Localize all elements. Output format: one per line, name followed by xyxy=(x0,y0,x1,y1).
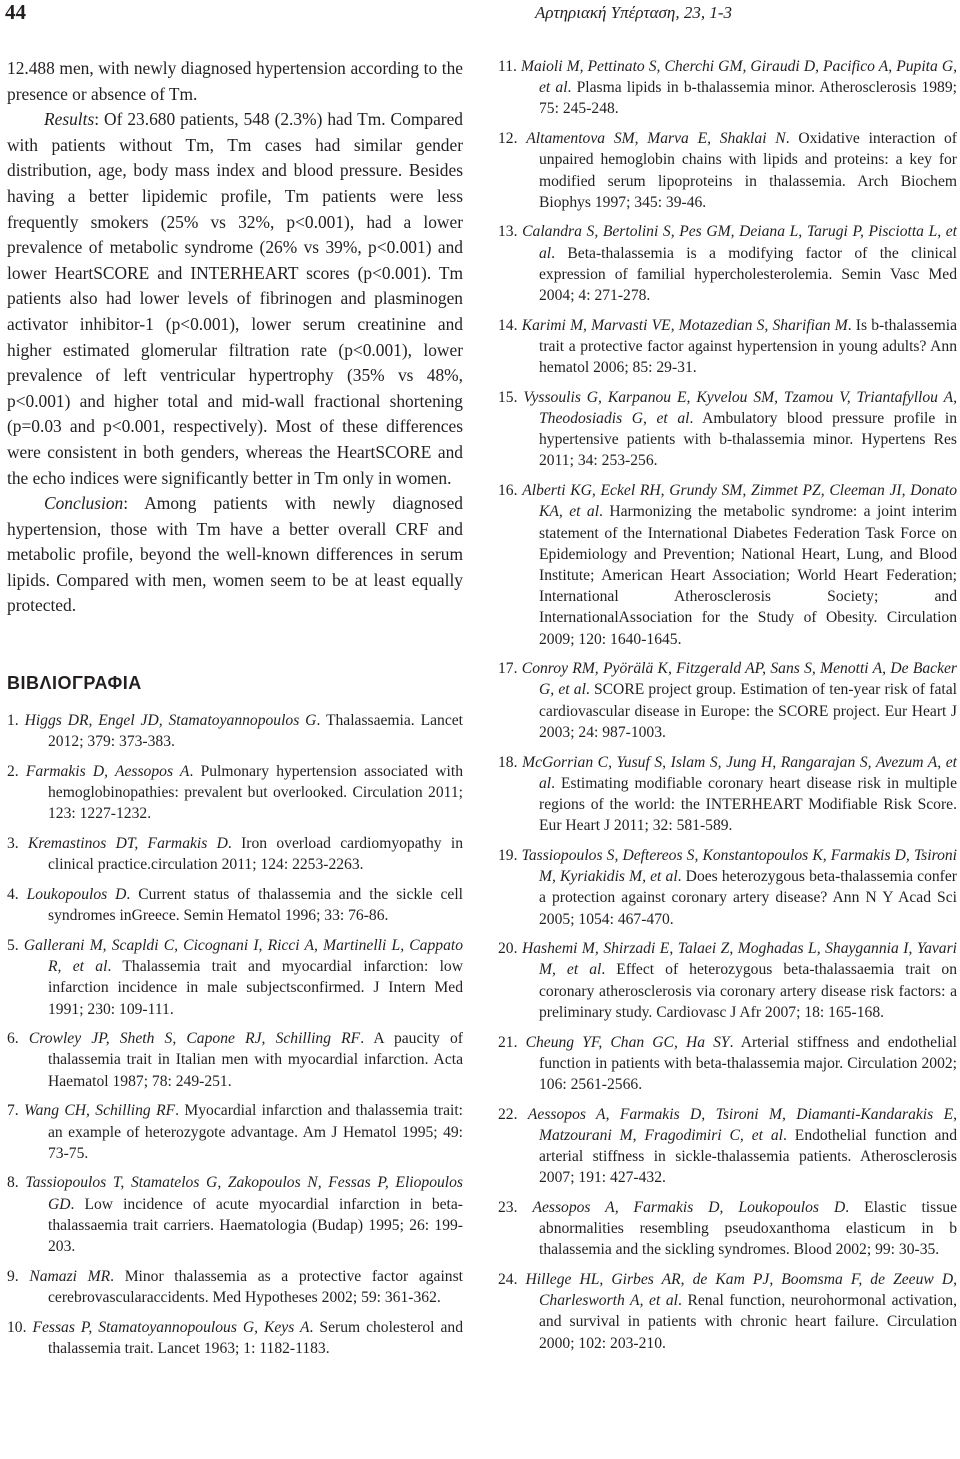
reference-authors: Aessopos A, Farmakis D, Tsironi M, Diamanti-Kandarakis E, Matzourani M, Fragodimiri C, et al xyxy=(527,1105,958,1144)
reference-details: . Myocardial infarction and thalassemia trait: an example of heterozygote advantage. Am J Hematol 1995; 49: 73-75. xyxy=(48,1102,464,1162)
reference-number: 11. xyxy=(498,58,521,75)
reference-authors: Hashemi M, Shirzadi E, Talaei Z, Moghadas L, Shaygannia I, Yavari M, et al xyxy=(522,940,957,979)
reference-details: . Plasma lipids in b-thalassemia minor. Atherosclerosis 1989; 75: 245-248. xyxy=(539,79,957,118)
reference-number: 19. xyxy=(498,846,522,864)
reference-number: 18. xyxy=(498,753,523,771)
reference-authors: Cheung YF, Chan GC, Ha SY xyxy=(525,1033,730,1051)
reference-item xyxy=(7,710,463,752)
reference-item xyxy=(7,1172,463,1257)
conclusion-text: : Among patients with newly diagnosed hypertension, those with Tm have a better overall CRF and metabolic profile, beyond the well-known differences in serum lipids. Compared with men, women seem to be at least equally protected. xyxy=(7,493,463,616)
reference-item xyxy=(7,833,463,875)
reference-details: . Effect of heterozygous beta-thalassaemia trait on coronary atherosclerosis via coronary artery disease risk factors: a preliminary study. Cardiovasc J Afr 2007; 18: 165-168. xyxy=(539,961,957,1021)
reference-item xyxy=(498,221,957,306)
reference-details: . Renal function, neurohormonal activation, and survival in patients with chronic heart failure. Circulation 2000; 102: 203-210. xyxy=(539,1292,957,1352)
reference-item xyxy=(498,658,957,743)
reference-item xyxy=(498,1104,957,1189)
reference-details: . Pulmonary hypertension associated with hemoglobinopathies: prevalent but overlooked. Circulation 2011; 123: 1227-1232. xyxy=(48,762,463,823)
reference-number: 13. xyxy=(498,223,523,241)
reference-number: 22. xyxy=(498,1105,528,1123)
results-label: Results xyxy=(44,109,95,130)
reference-authors: Loukopoulos D xyxy=(26,885,127,903)
reference-details: . Estimating modifiable coronary heart disease risk in multiple regions of the world: the INTERHEART Modifiable Risk Score. Eur Heart J 2011; 32: 581-589. xyxy=(539,774,957,835)
reference-item xyxy=(7,761,463,825)
bibliography-title: ΒΙΒΛΙΟΓΡΑΦΙΑ xyxy=(7,673,142,694)
reference-details: . Ambulatory blood pressure profile in hypertensive patients with b-thalassemia minor. Hypertens Res 2011; 34: 253-256. xyxy=(539,410,957,470)
reference-item xyxy=(7,1100,463,1164)
reference-details: . Low incidence of acute myocardial infarction in beta-thalassaemia trait carriers. Haematologia (Budap) 1995; 26: 199-203. xyxy=(48,1195,463,1256)
reference-details: . Thalassaemia. Lancet 2012; 379: 373-383. xyxy=(48,712,464,751)
reference-details: . Minor thalassemia as a protective factor against cerebrovascularaccidents. Med Hypotheses 2002; 59: 361-362. xyxy=(48,1267,464,1306)
reference-authors: Conroy RM, Pyörälä K, Fitzgerald AP, Sans S, Menotti A, De Backer G, et al xyxy=(521,660,957,699)
reference-authors: Altamentova SM, Marva E, Shaklai N xyxy=(526,130,786,148)
reference-item xyxy=(498,315,957,379)
reference-list-right xyxy=(498,56,957,1354)
reference-number: 2. xyxy=(7,762,26,780)
reference-details: . Does heterozygous beta-thalassemia confer a protection against coronary artery disease? Ann N Y Acad Sci 2005; 1054: 467-470. xyxy=(539,868,957,928)
reference-details: . SCORE project group. Estimation of ten-year risk of fatal cardiovascular disease in Europe: the SCORE project. Eur Heart J 2003; 24: 987-1003. xyxy=(539,681,957,741)
abstract-results xyxy=(7,107,463,491)
reference-details: . Current status of thalassemia and the sickle cell syndromes inGreece. Semin Hematol 1996; 33: 76-86. xyxy=(48,885,464,925)
reference-number: 7. xyxy=(7,1102,25,1120)
reference-details: . Is b-thalassemia trait a protective factor against hypertension in young adults? Ann hematol 2006; 85: 29-31. xyxy=(539,316,957,377)
reference-number: 3. xyxy=(7,835,28,853)
reference-authors: Crowley JP, Sheth S, Capone RJ, Schilling RF xyxy=(28,1030,361,1048)
reference-authors: Fessas P, Stamatoyannopoulous G, Keys A xyxy=(32,1318,310,1336)
page-header xyxy=(0,0,960,30)
results-text: : Of 23.680 patients, 548 (2.3%) had Tm. Compared with patients without Tm, Tm cases had similar gender distribution, age, body mass index and blood pressure. Besides having a better lipidemic profile, Tm patients were less frequently smokers (25% vs 32%, p<0.001), had a lower prevalence of metabolic syndrome (26% vs 39%, p<0.001) and lower HeartSCORE and INTERHEART scores (p<0.001). Tm patients also had lower levels of fibrinogen and plasminogen activator inhibitor-1 (p<0.001), lower serum creatinine and higher estimated glomerular filtration rate (p<0.001), lower prevalence of left ventricular hypertrophy (35% vs 48%, p<0.001) and higher total and mid-wall fractional shortening (p=0.03 and p<0.001, respectively). Most of these differences were consistent in both genders, whereas the HeartSCORE and the echo indices were significantly better in Tm only in women. xyxy=(7,109,463,488)
reference-authors: Hillege HL, Girbes AR, de Kam PJ, Boomsma F, de Zeeuw D, Charlesworth A, et al xyxy=(525,1271,957,1310)
reference-item xyxy=(498,480,957,650)
reference-number: 9. xyxy=(7,1267,30,1285)
reference-details: . Oxidative interaction of unpaired hemoglobin chains with lipids and proteins: a key for modified serum lipoproteins in thalassemia. Arch Biochem Biophys 1997; 345: 39-46. xyxy=(539,130,957,211)
reference-authors: McGorrian C, Yusuf S, Islam S, Jung H, Rangarajan S, Avezum A, et al xyxy=(522,753,958,792)
reference-details: . Beta-thalassemia is a modifying factor of the clinical expression of familial hypercholesterolemia. Semin Vasc Med 2004; 4: 271-278. xyxy=(539,244,957,305)
reference-authors: Tassiopoulos S, Deftereos S, Konstantopoulos K, Farmakis D, Tsironi M, Kyriakidis M, et al xyxy=(521,846,957,886)
reference-item xyxy=(7,935,463,1020)
reference-number: 17. xyxy=(498,660,522,678)
reference-details: . Serum cholesterol and thalassemia trait. Lancet 1963; 1: 1182-1183. xyxy=(48,1318,463,1357)
reference-item xyxy=(498,752,957,837)
page-number: 44 xyxy=(5,0,26,24)
reference-item xyxy=(7,884,463,926)
reference-authors: Namazi MR xyxy=(29,1267,111,1285)
left-column xyxy=(7,56,463,1368)
reference-item xyxy=(498,1032,957,1096)
reference-number: 10. xyxy=(7,1318,33,1336)
reference-details: . Elastic tissue abnormalities resembling pseudoxanthoma elasticum in b thalassemia and the sickling syndromes. Blood 2002; 99: 30-35. xyxy=(539,1198,957,1259)
reference-number: 8. xyxy=(7,1174,26,1192)
reference-item xyxy=(7,1028,463,1092)
reference-authors: Alberti KG, Eckel RH, Grundy SM, Zimmet PZ, Cleeman JI, Donato KA, et al xyxy=(522,482,958,521)
reference-number: 14. xyxy=(498,316,522,334)
reference-authors: Aessopos A, Farmakis D, Loukopoulos D xyxy=(532,1198,846,1216)
reference-item xyxy=(7,1317,463,1359)
reference-number: 16. xyxy=(498,482,523,500)
reference-authors: Calandra S, Bertolini S, Pes GM, Deiana L, Tarugi P, Pisciotta L, et al xyxy=(522,223,958,262)
reference-item xyxy=(498,387,957,472)
reference-number: 23. xyxy=(498,1198,533,1216)
abstract-conclusion xyxy=(7,491,463,619)
reference-number: 6. xyxy=(7,1030,29,1048)
reference-list-left xyxy=(7,710,463,1359)
reference-item xyxy=(498,938,957,1023)
reference-authors: Tassiopoulos T, Stamatelos G, Zakopoulos N, Fessas P, Eliopoulos GD xyxy=(25,1174,464,1213)
right-column xyxy=(498,56,957,1362)
reference-details: . Iron overload cardiomyopathy in clinical practice.circulation 2011; 124: 2253-2263. xyxy=(48,835,463,874)
reference-details: . Harmonizing the metabolic syndrome: a joint interim statement of the International Diabetes Federation Task Force on Epidemiology and Prevention; National Heart, Lung, and Blood Institute; American Heart Association; World Heart Federation; International Atherosclerosis Society; and InternationalAssociation for the Study of Obesity. Circulation 2009; 120: 1640-1645. xyxy=(539,503,957,648)
reference-item xyxy=(498,845,957,930)
reference-details: . Thalassemia trait and myocardial infarction: low infarction incidence in male subjectsconfirmed. J Intern Med 1991; 230: 109-111. xyxy=(48,958,463,1018)
reference-item xyxy=(498,128,957,213)
reference-item xyxy=(498,56,957,120)
abstract-methods-tail: 12.488 men, with newly diagnosed hypertension according to the presence or absence of Tm. xyxy=(7,58,463,104)
reference-authors: Gallerani M, Scapldi C, Cicognani I, Ricci A, Martinelli L, Cappato R, et al xyxy=(23,936,463,976)
reference-authors: Farmakis D, Aessopos A xyxy=(25,762,190,780)
reference-item xyxy=(498,1197,957,1261)
reference-authors: Higgs DR, Engel JD, Stamatoyannopoulos G xyxy=(24,712,317,730)
reference-number: 5. xyxy=(7,936,24,954)
reference-number: 21. xyxy=(498,1033,526,1051)
reference-details: . Arterial stiffness and endothelial function in patients with beta-thalassemia major. Circulation 2002; 106: 2561-2566. xyxy=(539,1033,957,1093)
reference-item xyxy=(498,1269,957,1354)
reference-authors: Kremastinos DT, Farmakis D xyxy=(28,835,228,853)
reference-details: . Endothelial function and arterial stiffness in sickle-thalassemia patients. Atherosclerosis 2007; 191: 427-432. xyxy=(539,1126,957,1187)
reference-authors: Maioli M, Pettinato S, Cherchi GM, Giraudi D, Pacifico A, Pupita G, et al xyxy=(520,58,957,97)
reference-authors: Karimi M, Marvasti VE, Motazedian S, Sharifian M xyxy=(521,316,848,334)
reference-number: 15. xyxy=(498,388,524,406)
conclusion-label: Conclusion xyxy=(44,493,124,514)
reference-details: . A paucity of thalassemia trait in Italian men with myocardial infarction. Acta Haematol 1987; 78: 249-251. xyxy=(48,1030,464,1090)
reference-number: 12. xyxy=(498,130,527,148)
reference-authors: Vyssoulis G, Karpanou E, Kyvelou SM, Tzamou V, Triantafyllou A, Theodosiadis G, et al xyxy=(523,388,958,428)
reference-authors: Wang CH, Schilling RF xyxy=(24,1102,176,1120)
reference-item xyxy=(7,1266,463,1308)
reference-number: 1. xyxy=(7,712,25,730)
reference-number: 4. xyxy=(7,885,27,903)
journal-running-title: Αρτηριακή Υπέρταση, 23, 1-3 xyxy=(535,3,733,22)
reference-number: 24. xyxy=(498,1271,526,1289)
reference-number: 20. xyxy=(498,940,522,958)
